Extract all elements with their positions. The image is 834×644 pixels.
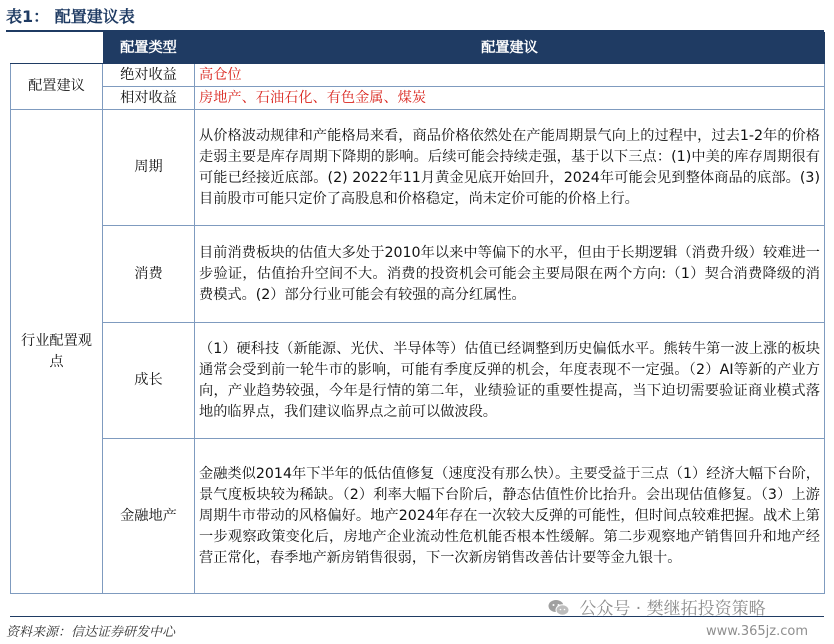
- finance-realestate-text: 金融类似2014年下半年的低估值修复（速度没有那么快）。主要受益于三点（1）经济大幅下台阶，景气度板块较为稀缺。（2）利率大幅下台阶后，静态估值性价比抬升。会出现估值修复。（3）上游周期牛市带动的风格偏好。地产2024年存在一次较大反弹的可能性，但时间点较难把握。战术上第一步观察政策变化后，房地产企业流动性危机能否根本性缓解。第二步观察地产销售回升和地产经营正常化，春季地产新房销售很弱，下一次新房销售改善估计要等金九银十。: [195, 439, 825, 594]
- cycle-text: 从价格波动规律和产能格局来看，商品价格依然处在产能周期景气向上的过程中，过去1-2年的价格走弱主要是库存周期下降期的影响。后续可能会持续走强，基于以下三点：(1)中美的库存周期很有可能已经接近底部。(2) 2022年11月黄金见底开始回升，2024年可能会见到整体商品的底部。(3)目前股市可能只定价了高股息和价格稳定，尚未定价可能的价格上行。: [195, 110, 825, 226]
- industry-group-label: 行业配置观点: [11, 110, 103, 594]
- source-note: 资料来源：信达证券研发中心: [6, 625, 176, 640]
- category-growth: 成长: [103, 323, 195, 439]
- header-config-suggestion: 配置建议: [195, 33, 825, 64]
- relative-return-label: 相对收益: [103, 87, 195, 110]
- absolute-return-value: 高仓位: [195, 64, 825, 87]
- category-consumption: 消费: [103, 226, 195, 323]
- absolute-return-label: 绝对收益: [103, 64, 195, 87]
- table-row: [11, 64, 825, 87]
- wechat-icon: [548, 599, 570, 617]
- table-row: [11, 226, 825, 323]
- table-row: [11, 439, 825, 594]
- table-row: [11, 87, 825, 110]
- table-caption: 表1： 配置建议表: [6, 7, 135, 26]
- growth-text: （1）硬科技（新能源、光伏、半导体等）估值已经调整到历史偏低水平。熊转牛第一波上涨的板块通常会受到前一轮牛市的影响，可能有季度反弹的机会，年度表现不一定强。（2）AI等新的产业方向，产业趋势较强，今年是行情的第二年，业绩验证的重要性提高，当下迫切需要验证商业模式落地的临界点，我们建议临界点之前可以做波段。: [195, 323, 825, 439]
- watermark-text: 公众号 · 樊继拓投资策略: [579, 599, 766, 619]
- header-blank-cell: [11, 33, 103, 64]
- category-cycle: 周期: [103, 110, 195, 226]
- allocation-table: [10, 32, 825, 594]
- table-row: [11, 323, 825, 439]
- suggestion-group-label: 配置建议: [11, 64, 103, 110]
- table-row: [11, 110, 825, 226]
- watermark: [548, 594, 766, 619]
- consumption-text: 目前消费板块的估值大多处于2010年以来中等偏下的水平，但由于长期逻辑（消费升级）较难进一步验证，估值抬升空间不大。消费的投资机会可能会主要局限在两个方向:（1）契合消费降级的消费模式。(2）部分行业可能会有较强的高分红属性。: [195, 226, 825, 323]
- watermark-site: www.365jz.com: [706, 624, 808, 639]
- category-finance-realestate: 金融地产: [103, 439, 195, 594]
- header-config-type: 配置类型: [103, 33, 195, 64]
- table-header-row: [11, 33, 825, 64]
- relative-return-value: 房地产、石油石化、有色金属、煤炭: [195, 87, 825, 110]
